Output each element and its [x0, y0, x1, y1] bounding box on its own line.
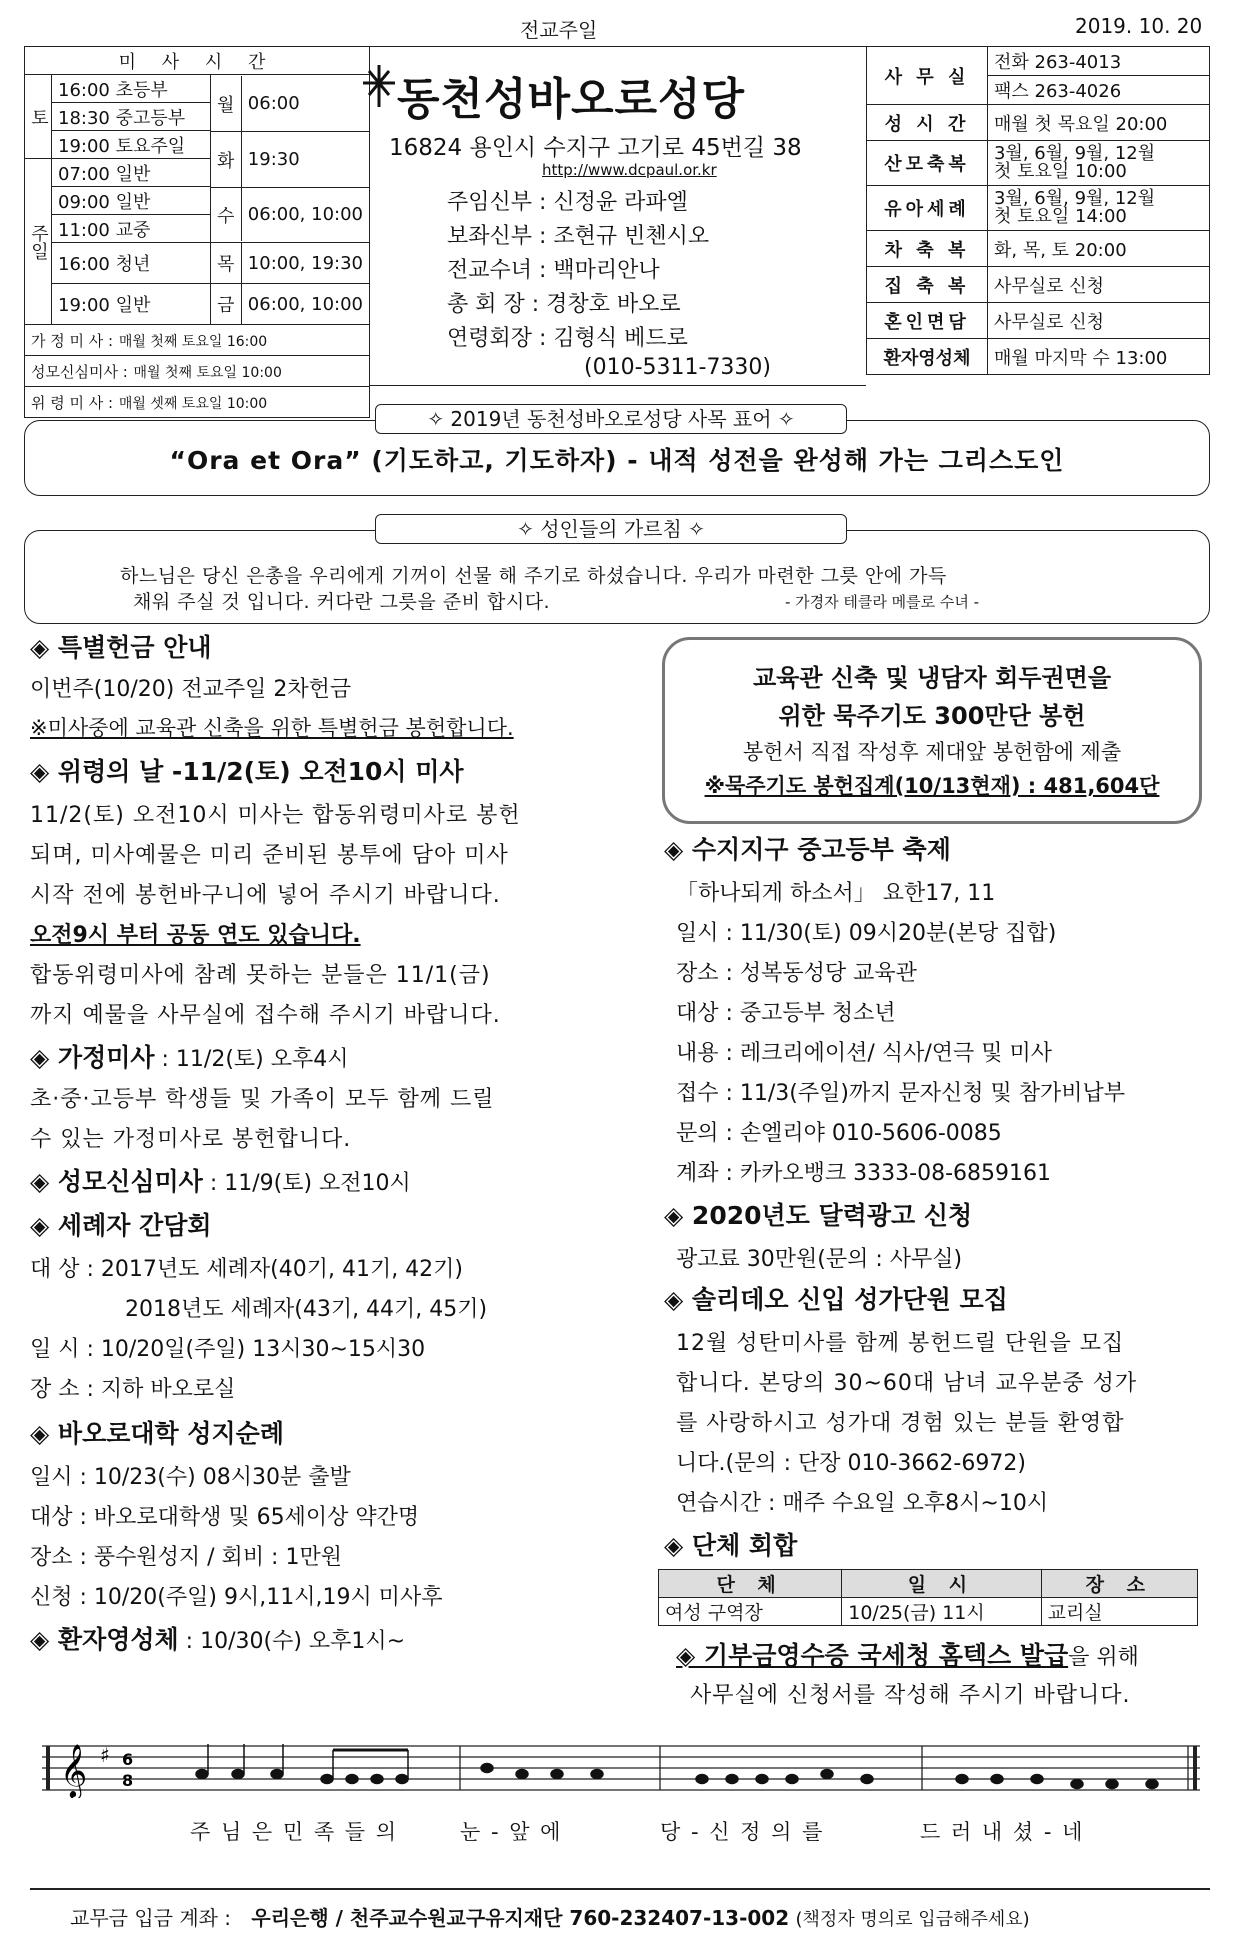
- office-table: [866, 46, 1210, 375]
- special-mass-2: 성모신심미사 : 매월 첫째 토요일 10:00: [25, 356, 370, 387]
- sat-mass-1: 16:00 초등부: [52, 75, 211, 103]
- donation-receipt-l1: 사무실에 신청서를 작성해 주시기 바랍니다.: [690, 1683, 1131, 1708]
- calendar-ad-title: ◈ 2020년도 달력광고 신청: [664, 1201, 973, 1230]
- mass-schedule-title: 미 사 시 간: [25, 47, 370, 75]
- lyrics-4: 드 러 내 셨 - 네: [920, 1820, 1085, 1844]
- staff-pastor: 주임신부 : 신정윤 라파엘: [447, 190, 688, 215]
- lyrics-1: 주 님 은 민 족 들 의: [190, 1820, 399, 1844]
- marian-mass-heading: ◈ 성모신심미사 : 11/9(토) 오전10시: [30, 1167, 411, 1196]
- office-val-4b: 첫 토요일 14:00: [994, 206, 1127, 227]
- sun-mass-1: 07:00 일반: [52, 159, 211, 187]
- special-mass-3: 위 령 미 사 : 매월 셋째 토요일 10:00: [25, 387, 370, 418]
- special-offering-l2: ※미사중에 교육관 신축을 위한 특별헌금 봉헌합니다.: [30, 716, 514, 740]
- group-meeting-title: ◈ 단체 회합: [664, 1531, 798, 1560]
- baptized-meeting-l1: 대 상 : 2017년도 세례자(40기, 41기, 42기): [30, 1257, 464, 1282]
- group-cell-time: 10/25(금) 11시: [842, 1598, 1041, 1626]
- office-key-5: 차 축 복: [867, 231, 988, 267]
- saints-box: [24, 530, 1210, 624]
- family-mass-l1: 초·중·고등부 학생들 및 가족이 모두 함께 드릴: [30, 1087, 495, 1112]
- office-key-6: 집 축 복: [867, 267, 988, 303]
- office-key-4: 유아세례: [867, 186, 988, 231]
- motto-text: “Ora et Ora” (기도하고, 기도하자) - 내적 성전을 완성해 가는 그리스도인: [169, 446, 1065, 475]
- all-souls-l6: 까지 예물을 사무실에 접수해 주시기 바랍니다.: [30, 1003, 501, 1028]
- footer-account: 우리은행 / 천주교수원교구유지재단 760-232407-13-002: [251, 1906, 790, 1930]
- baptized-meeting-l4: 장 소 : 지하 바오로실: [30, 1377, 236, 1402]
- youth-festival-l2: 일시 : 11/30(토) 09시20분(본당 집합): [676, 921, 1057, 946]
- youth-festival-l8: 계좌 : 카카오뱅크 3333-08-6859161: [676, 1161, 1051, 1186]
- staff-president: 총 회 장 : 경창호 바오로: [447, 292, 681, 317]
- family-mass-heading: ◈ 가정미사 : 11/2(토) 오후4시: [30, 1043, 349, 1072]
- weekday-tue-time: 19:30: [241, 132, 369, 188]
- weekday-mon: 월: [211, 76, 241, 132]
- sunday-name: 전교주일: [520, 18, 598, 42]
- baptized-meeting-l3: 일 시 : 10/20일(주일) 13시30~15시30: [30, 1337, 426, 1362]
- parish-info: [369, 46, 866, 386]
- youth-festival-l1: 「하나되게 하소서」 요한17, 11: [676, 881, 996, 906]
- sun-mass-5: 19:00 일반: [52, 284, 211, 325]
- pilgrimage-title: ◈ 바오로대학 성지순례: [30, 1419, 284, 1448]
- youth-festival-l6: 접수 : 11/3(주일)까지 문자신청 및 참가비납부: [676, 1081, 1125, 1106]
- office-val-3b: 첫 토요일 10:00: [994, 161, 1127, 182]
- all-souls-l1: 11/2(토) 오전10시 미사는 합동위령미사로 봉헌: [30, 803, 521, 828]
- group-meeting-table: [658, 1569, 1198, 1626]
- saints-line1: 하느님은 당신 은총을 우리에게 기꺼이 선물 해 주기로 하셨습니다. 우리가 마련한 그릇 안에 가득: [120, 565, 947, 587]
- group-col-place: 장 소: [1041, 1570, 1197, 1598]
- choir-l4: 니다.(문의 : 단장 010-3662-6972): [676, 1451, 1026, 1476]
- choir-l5: 연습시간 : 매주 수요일 오후8시~10시: [676, 1491, 1049, 1516]
- donation-receipt-heading: ◈ 기부금영수증 국세청 홈텍스 발급을 위해: [676, 1641, 1139, 1670]
- youth-festival-l7: 문의 : 손엘리야 010-5606-0085: [676, 1121, 1002, 1146]
- special-offering-title: ◈ 특별헌금 안내: [30, 633, 212, 662]
- youth-festival-title: ◈ 수지지구 중고등부 축제: [664, 835, 951, 864]
- office-val-7: 사무실로 신청: [988, 303, 1210, 339]
- svg-text:6: 6: [122, 1750, 134, 1769]
- office-val-2: 매월 첫 목요일 20:00: [988, 105, 1210, 141]
- pilgrimage-l1: 일시 : 10/23(수) 08시30분 출발: [30, 1465, 351, 1490]
- baptized-meeting-title: ◈ 세례자 간담회: [30, 1211, 212, 1240]
- office-key-3: 산모축복: [867, 141, 988, 186]
- office-val-8: 매월 마지막 수 13:00: [988, 339, 1210, 375]
- table-row: [659, 1598, 1198, 1626]
- rosary-l1: 교육관 신축 및 냉담자 회두권면을: [753, 664, 1111, 692]
- pilgrimage-l3: 장소 : 풍수원성지 / 회비 : 1만원: [30, 1545, 342, 1570]
- office-key-2: 성 시 간: [867, 105, 988, 141]
- staff-funeral-head: 연령회장 : 김형식 베드로: [447, 326, 688, 351]
- choir-l2: 합니다. 본당의 30~60대 남녀 교우분중 성가: [676, 1371, 1138, 1396]
- all-souls-title: ◈ 위령의 날 -11/2(토) 오전10시 미사: [30, 757, 464, 786]
- svg-text:♯: ♯: [100, 1743, 110, 1767]
- pilgrimage-l4: 신청 : 10/20(주일) 9시,11시,19시 미사후: [30, 1585, 443, 1610]
- choir-title: ◈ 솔리데오 신입 성가단원 모집: [664, 1285, 1008, 1314]
- sun-mass-3: 11:00 교중: [52, 215, 211, 243]
- weekday-thu-time: 10:00, 19:30: [241, 243, 369, 284]
- all-souls-l2: 되며, 미사예물은 미리 준비된 봉투에 담아 미사: [30, 843, 509, 868]
- mass-schedule-table: [24, 46, 370, 418]
- office-key-0: 사 무 실: [867, 47, 988, 105]
- parish-url[interactable]: http://www.dcpaul.or.kr: [542, 161, 717, 179]
- motto-tab: ✧ 2019년 동천성바오로성당 사목 표어 ✧: [375, 404, 847, 434]
- all-souls-l5: 합동위령미사에 참례 못하는 분들은 11/1(금): [30, 963, 491, 988]
- weekday-mon-time: 06:00: [241, 76, 369, 132]
- footer-note: (책정자 명의로 입금해주세요): [795, 1909, 1030, 1930]
- calendar-ad-l1: 광고료 30만원(문의 : 사무실): [676, 1247, 963, 1272]
- saints-author: - 가경자 테클라 메를로 수녀 -: [785, 593, 980, 611]
- youth-festival-l4: 대상 : 중고등부 청소년: [676, 1001, 896, 1026]
- group-cell-group: 여성 구역장: [659, 1598, 842, 1626]
- group-cell-place: 교리실: [1041, 1598, 1197, 1626]
- footer-label: 교무금 입금 계좌 :: [70, 1906, 232, 1930]
- sick-communion-heading: ◈ 환자영성체 : 10/30(수) 오후1시~: [30, 1625, 406, 1654]
- weekday-thu: 목: [211, 243, 241, 284]
- office-val-5: 화, 목, 토 20:00: [988, 231, 1210, 267]
- sunday-label: 주일: [25, 159, 52, 325]
- rosary-l3: 봉헌서 직접 작성후 제대앞 봉헌함에 제출: [742, 740, 1122, 764]
- youth-festival-l3: 장소 : 성복동성당 교육관: [676, 961, 917, 986]
- footer: [30, 1888, 1210, 1931]
- office-val-6: 사무실로 신청: [988, 267, 1210, 303]
- weekday-fri-time: 06:00, 10:00: [241, 284, 369, 325]
- baptized-meeting-l2: 2018년도 세례자(43기, 44기, 45기): [125, 1297, 488, 1322]
- weekday-wed-time: 06:00, 10:00: [241, 188, 369, 242]
- office-val-4: 3월, 6월, 9월, 12월: [994, 188, 1156, 209]
- family-mass-l2: 수 있는 가정미사로 봉헌합니다.: [30, 1127, 352, 1152]
- group-col-group: 단 체: [659, 1570, 842, 1598]
- pilgrimage-l2: 대상 : 바오로대학생 및 65세이상 약간명: [30, 1505, 420, 1530]
- office-fax: 팩스 263-4026: [988, 76, 1210, 105]
- rosary-l2: 위한 묵주기도 300만단 봉헌: [778, 702, 1086, 730]
- special-mass-1: 가 정 미 사 : 매월 첫째 토요일 16:00: [25, 325, 370, 356]
- music-staff: [42, 1738, 1200, 1798]
- rosary-prayer-box: [662, 637, 1202, 824]
- svg-text:8: 8: [122, 1771, 134, 1790]
- parish-address: 16824 용인시 수지구 고기로 45번길 38: [389, 135, 802, 161]
- youth-festival-l5: 내용 : 레크리에이션/ 식사/연극 및 미사: [676, 1041, 1052, 1066]
- lyrics-2: 눈 - 앞 에: [460, 1820, 563, 1844]
- sun-mass-4: 16:00 청년: [52, 243, 211, 284]
- all-souls-l4: 오전9시 부터 공동 연도 있습니다.: [30, 923, 361, 948]
- all-souls-l3: 시작 전에 봉헌바구니에 넣어 주시기 바랍니다.: [30, 883, 501, 908]
- weekday-fri: 금: [217, 295, 235, 316]
- cross-logo-icon: [359, 61, 399, 111]
- staff-phone: (010-5311-7330): [584, 355, 772, 380]
- saturday-label: 토: [25, 75, 52, 159]
- parish-name: 동천성바오로성당: [397, 74, 746, 125]
- staff-sister: 전교수녀 : 백마리안나: [447, 258, 660, 283]
- saints-tab: ✧ 성인들의 가르침 ✧: [375, 514, 847, 544]
- group-col-time: 일 시: [842, 1570, 1041, 1598]
- lyrics-3: 당 - 신 정 의 를: [660, 1820, 825, 1844]
- saints-line2: 채워 주실 것 입니다. 커다란 그릇을 준비 합시다.: [133, 591, 551, 613]
- svg-text:𝄞: 𝄞: [60, 1743, 88, 1797]
- weekday-tue: 화: [211, 132, 241, 188]
- rosary-l4: ※묵주기도 봉헌집계(10/13현재) : 481,604단: [704, 774, 1160, 798]
- sat-mass-2: 18:30 중고등부: [52, 103, 211, 131]
- office-key-7: 혼인면담: [867, 303, 988, 339]
- special-offering-l1: 이번주(10/20) 전교주일 2차헌금: [30, 677, 352, 702]
- bulletin-date: 2019. 10. 20: [1075, 14, 1203, 38]
- sat-mass-3: 19:00 토요주일: [52, 131, 211, 159]
- staff-assistant: 보좌신부 : 조현규 빈첸시오: [447, 224, 710, 249]
- choir-l3: 를 사랑하시고 성가대 경험 있는 분들 환영합: [676, 1411, 1125, 1436]
- office-val-3: 3월, 6월, 9월, 12월: [994, 143, 1156, 164]
- choir-l1: 12월 성탄미사를 함께 봉헌드릴 단원을 모집: [676, 1331, 1125, 1356]
- office-phone: 전화 263-4013: [988, 47, 1210, 76]
- office-key-8: 환자영성체: [867, 339, 988, 375]
- sun-mass-2: 09:00 일반: [52, 187, 211, 215]
- weekday-wed: 수: [217, 205, 235, 227]
